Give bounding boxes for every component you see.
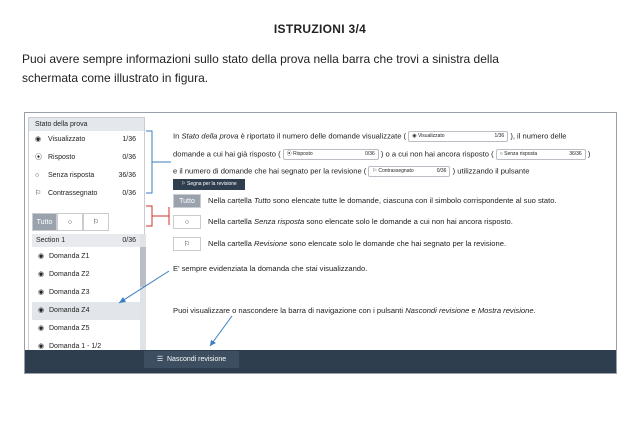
status-label: Visualizzato bbox=[48, 136, 86, 143]
current-question-explanation: E' sempre evidenziata la domanda che stai visualizzando. bbox=[173, 264, 368, 273]
status-label: Contrassegnato bbox=[48, 190, 98, 197]
hide-review-label: Nascondi revisione bbox=[167, 356, 227, 363]
flag-icon: ⚐ bbox=[35, 190, 42, 197]
current-question-arrow bbox=[119, 271, 169, 303]
eye-icon: ◉ bbox=[38, 307, 45, 314]
question-label: Domanda Z2 bbox=[49, 271, 90, 278]
status-header: Stato della prova bbox=[29, 118, 144, 131]
revisione-explanation: Nella cartella Revisione sono elencate solo le domande che hai segnato per la revisione. bbox=[208, 239, 507, 248]
circle-icon: ○ bbox=[184, 219, 190, 226]
intro-line-1: Puoi avere sempre informazioni sullo stato della prova nella barra che trovi a sinistra della bbox=[22, 52, 499, 66]
status-count: 36/36 bbox=[118, 172, 136, 179]
circle-icon: ○ bbox=[67, 219, 73, 226]
page-title: ISTRUZIONI 3/4 bbox=[273, 22, 367, 36]
visualizzato-pill: ◉ Visualizzato 1/36 bbox=[408, 131, 508, 142]
instruction-figure bbox=[24, 112, 617, 374]
flag-icon: ⚐ bbox=[181, 181, 186, 187]
section-count: 0/36 bbox=[122, 237, 136, 244]
section-label: Section 1 bbox=[36, 237, 66, 244]
menu-icon: ☰ bbox=[156, 356, 164, 363]
eye-icon: ◉ bbox=[38, 253, 45, 260]
circle-icon: ○ bbox=[35, 172, 40, 179]
status-bracket bbox=[146, 131, 152, 193]
intro-line-2: schermata come illustrato in figura. bbox=[22, 71, 209, 85]
status-explanation-line-2: domande a cui hai già risposto ( ⦿ Risposto 0/36 ) o a cui non hai ancora risposto ( ○ Senza risposta 36/36 ) bbox=[173, 149, 591, 159]
eye-icon: ◉ bbox=[38, 271, 45, 278]
question-label: Domanda Z1 bbox=[49, 253, 90, 260]
circle-icon: ○ bbox=[499, 151, 503, 157]
question-label: Domanda Z4 bbox=[49, 307, 90, 314]
risposto-pill: ⦿ Risposto 0/36 bbox=[283, 149, 379, 160]
current-arrow-head bbox=[119, 297, 126, 303]
radio-icon: ⦿ bbox=[286, 151, 292, 157]
flag-icon: ⚐ bbox=[92, 219, 100, 226]
senza-risposta-explanation: Nella cartella Senza risposta sono elencate solo le domande a cui non hai ancora risposto. bbox=[208, 217, 513, 226]
eye-icon: ◉ bbox=[412, 133, 417, 139]
senza-risposta-pill: ○ Senza risposta 36/36 bbox=[496, 149, 586, 160]
status-explanation-line-1: In Stato della prova è riportato il numero delle domande visualizzate ( ◉ Visualizzato 1/36 ), il numero delle bbox=[173, 131, 567, 141]
flag-review-button[interactable]: ⚐ Segna per la revisione bbox=[173, 179, 245, 190]
flag-icon: ⚐ bbox=[372, 168, 377, 174]
eye-icon: ◉ bbox=[35, 136, 42, 143]
question-label: Domanda 1 - 1/2 bbox=[49, 343, 102, 350]
tab-tutto[interactable]: Tutto bbox=[32, 213, 57, 231]
contrassegnato-pill: ⚐ Contrassegnato 0/36 bbox=[368, 166, 450, 177]
tutto-explanation: Nella cartella Tutto sono elencate tutte le domande, ciascuna con il simbolo corrispondente al suo stato. bbox=[208, 196, 557, 205]
status-explanation-line-3: e il numero di domande che hai segnato per la revisione ( ⚐ Contrassegnato 0/36 ) utilizzando il pulsante bbox=[173, 166, 530, 176]
status-label: Risposto bbox=[48, 154, 76, 161]
flag-icon: ⚐ bbox=[183, 241, 191, 248]
tabs-bracket bbox=[146, 206, 152, 226]
hide-arrow-head bbox=[210, 340, 216, 346]
navigation-explanation: Puoi visualizzare o nascondere la barra di navigazione con i pulsanti Nascondi revisione e Mostra revisione. bbox=[173, 306, 536, 315]
question-label: Domanda Z3 bbox=[49, 289, 90, 296]
status-label: Senza risposta bbox=[48, 172, 95, 179]
eye-icon: ◉ bbox=[38, 325, 45, 332]
status-count: 0/36 bbox=[122, 190, 136, 197]
tab-tutto-sample: Tutto bbox=[173, 194, 201, 208]
eye-icon: ◉ bbox=[38, 343, 45, 350]
eye-icon: ◉ bbox=[38, 289, 45, 296]
status-count: 1/36 bbox=[122, 136, 136, 143]
tab-revisione-sample bbox=[173, 237, 201, 251]
question-label: Domanda Z5 bbox=[49, 325, 90, 332]
tab-senza-risposta-sample bbox=[173, 215, 201, 229]
radio-icon: ⦿ bbox=[35, 154, 42, 161]
status-count: 0/36 bbox=[122, 154, 136, 161]
